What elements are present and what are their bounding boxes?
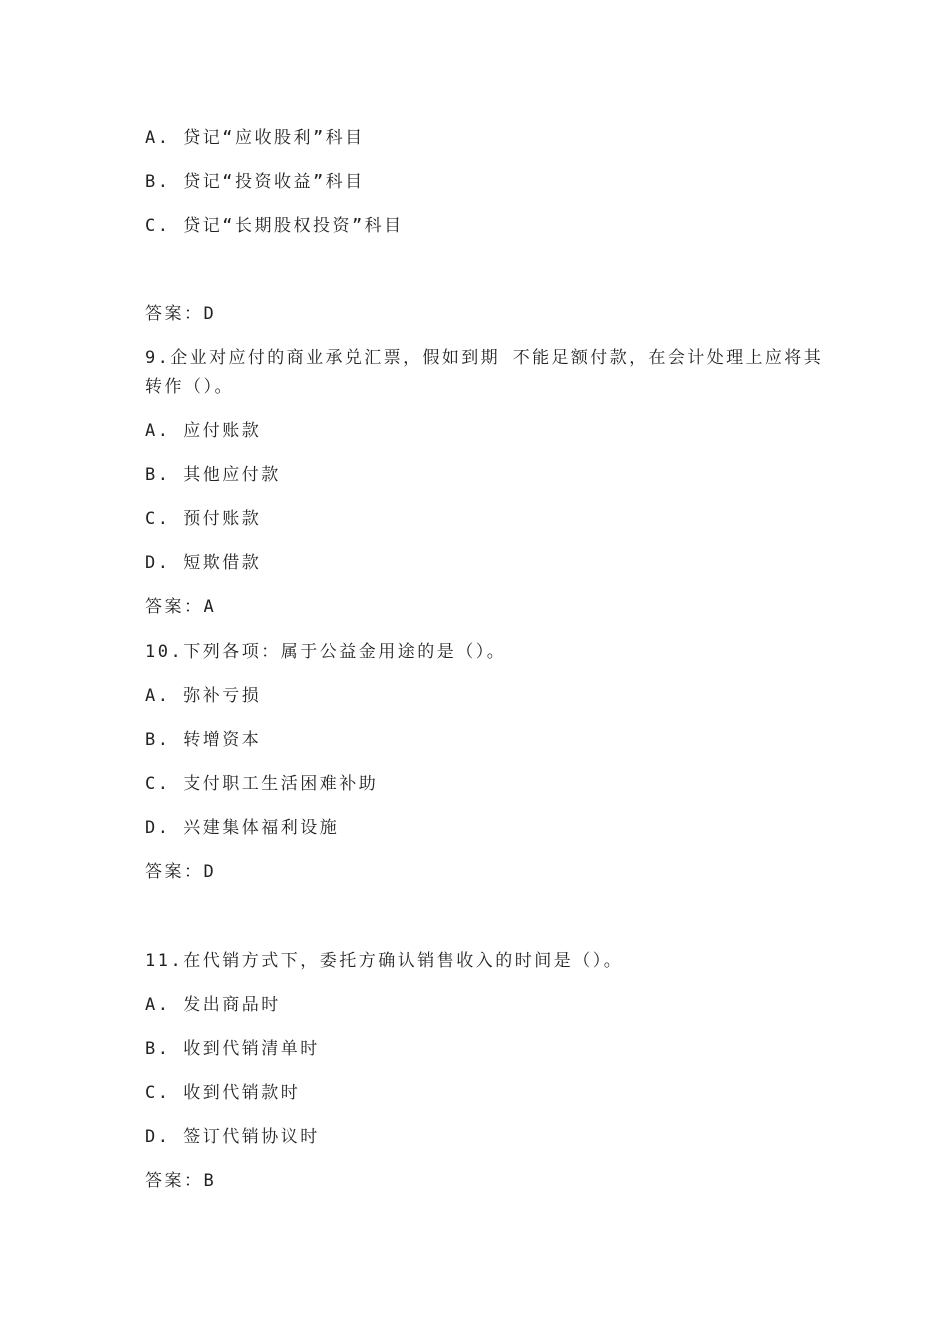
question-11-option-b: B. 收到代销清单时 bbox=[145, 1039, 320, 1059]
question-8-option-a: A. 贷记“应收股利”科目 bbox=[145, 128, 365, 148]
question-9-option-c: C. 预付账款 bbox=[145, 509, 262, 529]
question-8-option-b: B. 贷记“投资收益”科目 bbox=[145, 172, 365, 192]
question-10-option-c: C. 支付职工生活困难补助 bbox=[145, 774, 379, 794]
question-11-option-d: D. 签订代销协议时 bbox=[145, 1127, 320, 1147]
question-11-answer: 答案：B bbox=[145, 1171, 217, 1191]
question-11-stem: 11.在代销方式下，委托方确认销售收入的时间是（）。 bbox=[145, 951, 624, 971]
question-8-answer: 答案：D bbox=[145, 304, 217, 324]
question-9-answer: 答案：A bbox=[145, 597, 217, 617]
question-10-option-a: A. 弥补亏损 bbox=[145, 686, 262, 706]
question-9-stem-line-1: 9.企业对应付的商业承兑汇票，假如到期 不能足额付款，在会计处理上应将其 bbox=[145, 348, 824, 368]
question-9-stem-line-2: 转作（）。 bbox=[145, 377, 234, 397]
question-10-stem: 10.下列各项：属于公益金用途的是（）。 bbox=[145, 642, 507, 662]
question-10-answer: 答案：D bbox=[145, 862, 217, 882]
question-9-option-b: B. 其他应付款 bbox=[145, 465, 281, 485]
question-10-option-d: D. 兴建集体福利设施 bbox=[145, 818, 340, 838]
question-11-option-a: A. 发出商品时 bbox=[145, 995, 281, 1015]
question-9-option-a: A. 应付账款 bbox=[145, 421, 262, 441]
question-11-option-c: C. 收到代销款时 bbox=[145, 1083, 301, 1103]
question-9-option-d: D. 短欺借款 bbox=[145, 553, 262, 573]
question-8-option-c: C. 贷记“长期股权投资”科目 bbox=[145, 216, 404, 236]
question-10-option-b: B. 转增资本 bbox=[145, 730, 262, 750]
